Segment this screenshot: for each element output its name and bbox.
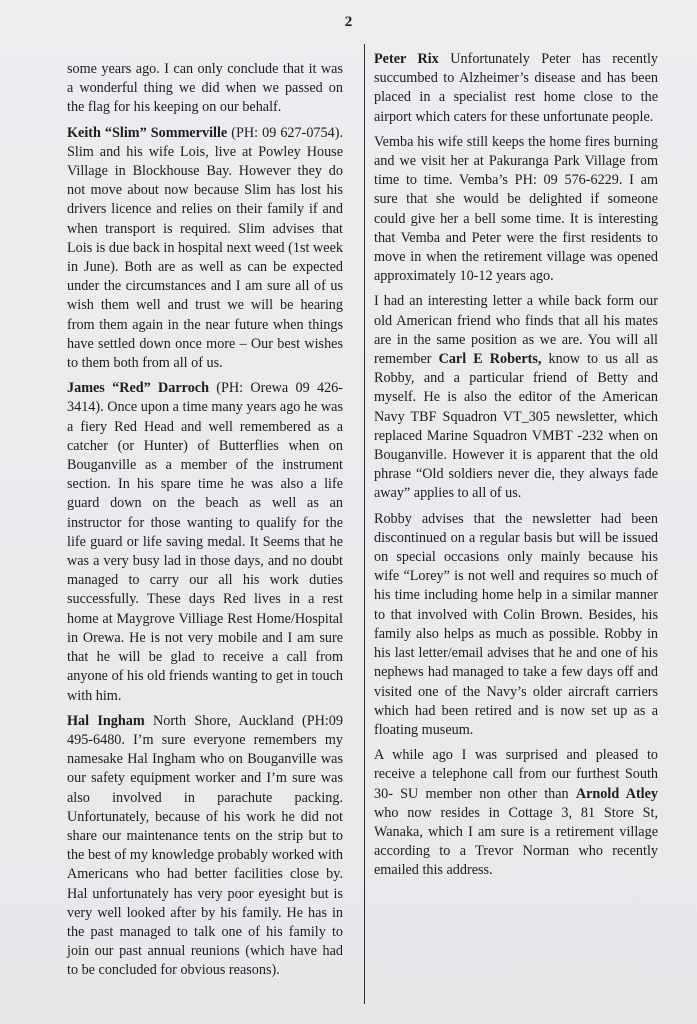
paragraph-text: (PH: Orewa 09 426-3414). Once upon a time many years ago he was a fiery Red Head and well remembered as a catcher (or Hunter) of Butterflies when on Bouganville as a member of the instrument section. In his spare time he was also a life guard down on the beach as well as an instructor for those wanting to qualify for the life guard or life saving medal. It Seems that he was a very busy lad in those days, and no doubt managed to carry our all his work duties successfully. These days Red lives in a rest home at Maygrove Villiage Rest Home/Hospital in Orewa. He is not very mobile and I am sure that he will be glad to receive a call from anyone of his old friends wanting to get in touch with him. bbox=[67, 380, 343, 704]
paragraph-text: who now resides in Cottage 3, 81 Store St, Wanaka, which I am sure is a retirement village according to a Trevor Norman who recently emailed this address. bbox=[374, 804, 658, 879]
paragraph-roberts bbox=[374, 292, 658, 503]
paragraph-flag: some years ago. I can only conclude that it was a wonderful thing we did when we passed on the flag for his keeping on our behalf. bbox=[67, 61, 343, 116]
member-name: Hal Ingham bbox=[67, 712, 145, 729]
paragraph-robby-newsletter: Robby advises that the newsletter had been discontinued on a regular basis but will be issued on special occasions only mainly because his wife “Lorey” is not well and requires so much of his time including home help in a similar manner to that involved with Colin Brown. Besides, his family also helps as much as possible. Robby in his last letter/email advises that he and one of his nephews had managed to take a few days off and visited one of the Navy’s older aircraft carriers which had been retired and is now set up as a floating museum. bbox=[374, 510, 658, 738]
paragraph-text: know to us all as Robby, and a particular friend of Betty and myself. He is also the editor of the American Navy TBF Squadron VT_305 newsletter, which replaced Marine Squadron VMBT -232 when on Bouganville. However it is apparent that the old phrase “Old soldiers never die, they always fade away” applies to all of us. bbox=[374, 351, 658, 502]
right-column bbox=[374, 50, 658, 887]
paragraph-text: I had an interesting letter a while back form our old American friend who finds that all his mates are in the same position as we are. You will all remember bbox=[374, 293, 658, 368]
paragraph-text: (PH: 09 627-0754). Slim and his wife Lois, live at Powley House Village in Blockhouse Bay. However they do not move about now because Slim has lost his drivers licence and relies on their family if and when transport is required. Slim advises that Lois is due back in hospital next weed (1st week in June). Both are as well as can be expected under the circumstances and I am sure all of us wish them well and trust we will be hearing from them again in the near future when things have settled down once more – Our best wishes to them both from all of us. bbox=[67, 124, 343, 372]
paragraph-atley bbox=[374, 746, 658, 880]
member-name: Keith “Slim” Sommerville bbox=[67, 124, 228, 141]
paragraph-text: Unfortunately Peter has recently succumbed to Alzheimer’s disease and has been placed in a specialist rest home close to the airport which caters for these unfortunate people. bbox=[374, 51, 658, 125]
member-name: James “Red” Darroch bbox=[67, 380, 209, 397]
paragraph-darroch bbox=[67, 379, 343, 705]
paragraph-rix bbox=[374, 50, 658, 127]
member-name: Arnold Atley bbox=[575, 785, 658, 802]
member-name: Peter Rix bbox=[374, 51, 439, 67]
member-name: Carl E Roberts, bbox=[438, 351, 542, 368]
paragraph-vemba: Vemba his wife still keeps the home fires burning and we visit her at Pakuranga Park Village from time to time. Vemba’s PH: 09 576-6229. I am sure that she would be delighted if someone could give her a bell some time. It is interesting that Vemba and Peter were the first residents to move in when the retirement village was opened approximately 10-12 years ago. bbox=[374, 133, 658, 285]
paragraph-text: North Shore, Auckland (PH:09 495-6480. I’m sure everyone remembers my namesake Hal Ingham who on Bouganville was our safety equipment worker and I’m sure was also involved in parachute packing. Unfortunately, because of his work he did not share our maintenance tents on the strip but to the best of my knowledge probably worked with Americans who had better facilities close by. Hal unfortunately has very poor eyesight but is very well looked after by his family. He has in the past managed to talk one of his family to join our past annual reunions (which have had to be concluded for obvious reasons). bbox=[67, 712, 343, 979]
column-divider bbox=[364, 44, 365, 1004]
page-number: 2 bbox=[344, 14, 353, 30]
paragraph-sommerville bbox=[67, 124, 343, 374]
left-column bbox=[67, 60, 343, 987]
paragraph-ingham bbox=[67, 712, 343, 981]
paragraph-text: A while ago I was surprised and pleased to receive a telephone call from our furthest South 30- SU member non other than bbox=[374, 747, 658, 802]
